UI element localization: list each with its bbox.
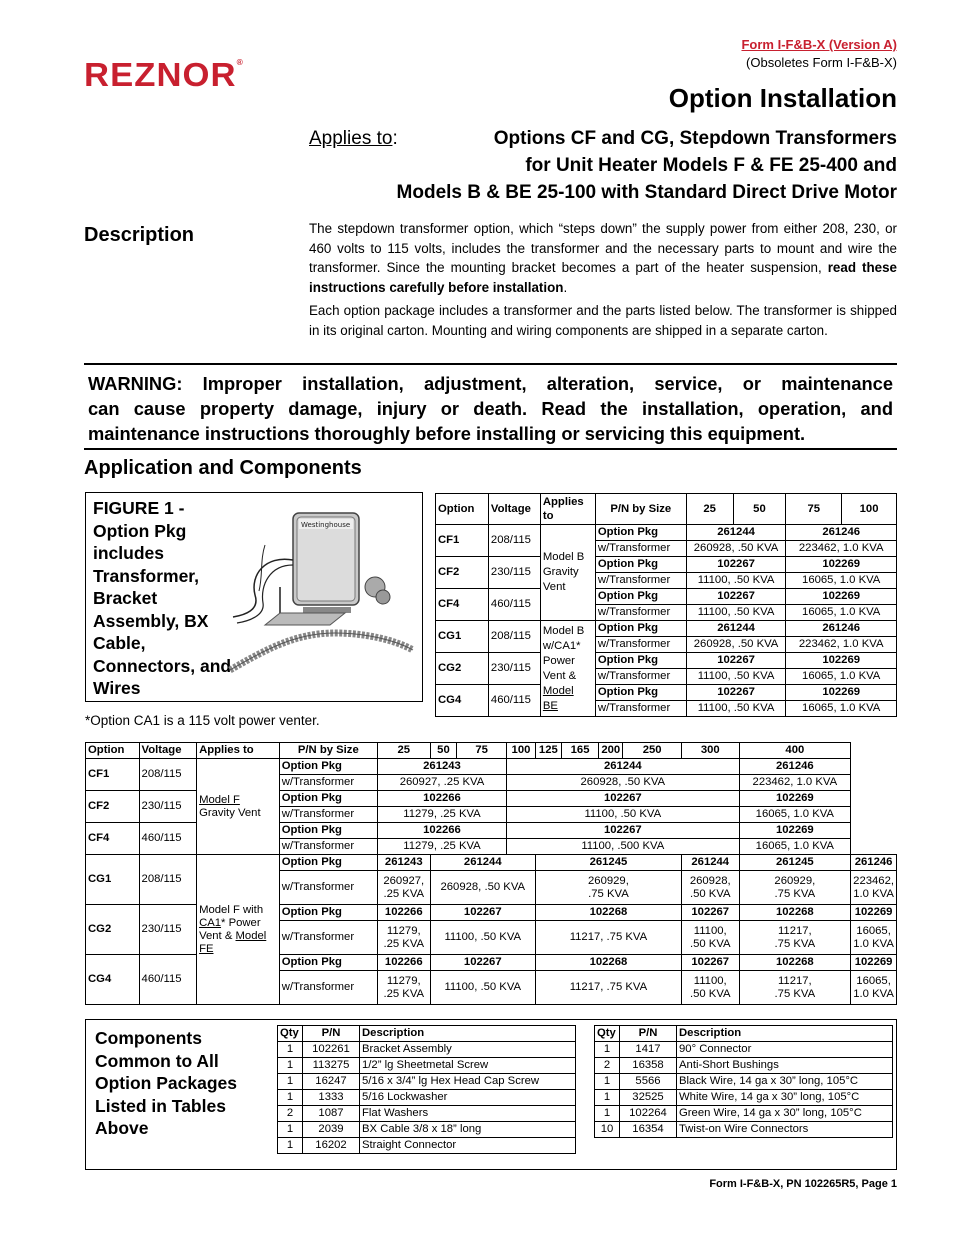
col-header: Option [436,494,489,525]
page-footer: Form I-F&B-X, PN 102265R5, Page 1 [709,1178,897,1190]
table-row: w/Transformer 11279, .25 KVA 11100, .50 KVA 11217, .75 KVA 11100, .50 KVA 11217, .75 KVA 16065, 1.0 KVA [86,971,897,1005]
table-row: 1 16202 Straight Connector [278,1138,576,1154]
table-row: CF2 230/115 Option Pkg 102266 102267 102269 [86,791,897,807]
description-heading: Description [84,224,195,246]
table-row: 1 1417 90° Connector [595,1042,893,1058]
applies-line1: Options CF and CG, Stepdown Transformers [493,128,897,149]
table-row: w/Transformer 260928, .50 KVA 223462, 1.0 KVA [436,637,897,653]
table-row: CF4 460/115 Option Pkg 102266 102267 102269 [86,823,897,839]
table-row: CG1 208/115 Model B w/CA1* Power Vent & Model BE Option Pkg 261244 261246 [436,621,897,637]
table-row: CF1 208/115 Model B Gravity Vent Option Pkg 261244 261246 [436,525,897,541]
description-p1: The stepdown transformer option, which “steps down” the supply power from either 208, 230, or 460 volts to 115 volts, includes the transformer and the necessary parts to mount and wire the transformer. Since the mounting bracket becomes a part of the heater suspension, read these instructions carefully before installation. [309,221,897,295]
col-header: Qty [595,1026,620,1042]
form-reference [741,36,897,72]
application-heading: Application and Components [84,457,362,479]
components-table-left [277,1025,576,1154]
table-row: 1 1333 5/16 Lockwasher [278,1090,576,1106]
table-row: w/Transformer 260927, .25 KVA 260928, .50 KVA 260929, .75 KVA 260928, .50 KVA 260929, .75 KVA 223462, 1.0 KVA [86,871,897,905]
obsoletes-note: (Obsoletes Form I-F&B-X) [746,55,897,70]
col-header: Applies to [197,743,280,759]
ca1-footnote: *Option CA1 is a 115 volt power venter. [85,713,320,728]
table-row: 1 102261 Bracket Assembly [278,1042,576,1058]
figure-1-title: FIGURE 1 - Option Pkg includes Transformer, Bracket Assembly, BX Cable, Connectors, and Wires [93,498,232,698]
applies-line3: Models B & BE 25-100 with Standard Direct Drive Motor [396,182,897,203]
divider-bottom [84,448,897,450]
col-header: P/N by Size [279,743,377,759]
table-row: w/Transformer 11100, .50 KVA 16065, 1.0 KVA [436,573,897,589]
col-header: 125 [535,743,561,759]
table-row: CG4 460/115 Option Pkg 102266 102267 102268 102267 102268 102269 [86,955,897,971]
page-title: Option Installation [668,83,897,113]
table-row: CG1 208/115 Model F with CA1* Power Vent & Model FE Option Pkg 261243 261244 261245 261244 261245 261246 [86,855,897,871]
table-row: 1 102264 Green Wire, 14 ga x 30” long, 105°C [595,1106,893,1122]
col-header: 100 [507,743,536,759]
table-row: 1 113275 1/2” lg Sheetmetal Screw [278,1058,576,1074]
col-header: Voltage [488,494,540,525]
col-header: Description [360,1026,576,1042]
svg-text:Westinghouse: Westinghouse [301,521,351,529]
table-row: w/Transformer 11100, .50 KVA 16065, 1.0 KVA [436,669,897,685]
col-header: 75 [786,494,842,525]
col-header: Description [677,1026,893,1042]
col-header: 50 [733,494,786,525]
col-header: 50 [430,743,457,759]
applies-to: Applies to: Options CF and CG, Stepdown Transformers for Unit Heater Models F & FE 25-400 and Models B & BE 25-100 with Standard Direct Drive Motor [309,125,897,206]
components-title: Components Common to All Option Packages Listed in Tables Above [95,1028,237,1138]
table-row: 2 16358 Anti-Short Bushings [595,1058,893,1074]
applies-group-f-power: Model F with CA1* Power Vent & Model FE [197,855,280,1005]
col-header: 300 [681,743,739,759]
col-header: P/N [620,1026,677,1042]
reznor-logo: REZNOR® [84,56,244,93]
table-row: CG2 230/115 Option Pkg 102267 102269 [436,653,897,669]
applies-line2: for Unit Heater Models F & FE 25-400 and [525,155,897,176]
models-f-table [85,742,897,1005]
form-id-link[interactable]: Form I-F&B-X (Version A) [741,37,897,52]
warning-text: WARNING: Improper installation, adjustment, alteration, service, or maintenance can cause property damage, injury or death. Read the installation, operation, and maintenance instructions thoroughly before installing or servicing this equipment. [88,373,893,444]
table-row: 2 1087 Flat Washers [278,1106,576,1122]
models-b-table [435,493,897,717]
applies-label: Applies to [309,128,393,149]
col-header: 100 [842,494,897,525]
col-header: 75 [457,743,507,759]
col-header: Option [86,743,140,759]
col-header: Voltage [139,743,197,759]
transformer-illustration [225,505,420,695]
table-row: 1 16247 5/16 x 3/4” lg Hex Head Cap Screw [278,1074,576,1090]
applies-group-f-gravity: Model F Gravity Vent [197,759,280,855]
table-row: 1 32525 White Wire, 14 ga x 30” long, 105°C [595,1090,893,1106]
table-row: CF2 230/115 Option Pkg 102267 102269 [436,557,897,573]
table-row: w/Transformer 11279, .25 KVA 11100, .500 KVA 16065, 1.0 KVA [86,839,897,855]
table-row: CF4 460/115 Option Pkg 102267 102269 [436,589,897,605]
table-row: CF1 208/115 Model F Gravity Vent Option Pkg 261243 261244 261246 [86,759,897,775]
applies-group-b-gravity: Model B Gravity Vent [540,525,595,621]
col-header: 400 [739,743,851,759]
table-row: w/Transformer 11100, .50 KVA 16065, 1.0 KVA [436,701,897,717]
table-row: 10 16354 Twist-on Wire Connectors [595,1122,893,1138]
table-row: w/Transformer 11279, .25 KVA 11100, .50 KVA 11217, .75 KVA 11100, .50 KVA 11217, .75 KVA 16065, 1.0 KVA [86,921,897,955]
table-row: CG2 230/115 Option Pkg 102266 102267 102268 102267 102268 102269 [86,905,897,921]
description-p2: Each option package includes a transformer and the parts listed below. The transformer is shipped in its original carton. Mounting and wiring components are shipped in a separate carton. [309,303,897,338]
col-header: 250 [623,743,682,759]
table-row: CG4 460/115 Option Pkg 102267 102269 [436,685,897,701]
col-header: Qty [278,1026,303,1042]
table-row: 1 2039 BX Cable 3/8 x 18” long [278,1122,576,1138]
table-row: 1 5566 Black Wire, 14 ga x 30” long, 105°C [595,1074,893,1090]
applies-group-b-power: Model B w/CA1* Power Vent & Model BE [540,621,595,717]
table-row: w/Transformer 260927, .25 KVA 260928, .50 KVA 223462, 1.0 KVA [86,775,897,791]
col-header: 25 [377,743,430,759]
table-row: w/Transformer 11100, .50 KVA 16065, 1.0 KVA [436,605,897,621]
table-row: w/Transformer 11279, .25 KVA 11100, .50 KVA 16065, 1.0 KVA [86,807,897,823]
description-body [309,219,897,344]
divider-top [84,363,897,365]
table-row: w/Transformer 260928, .50 KVA 223462, 1.0 KVA [436,541,897,557]
col-header: P/N by Size [595,494,686,525]
col-header: 200 [599,743,623,759]
col-header: 165 [561,743,598,759]
col-header: P/N [303,1026,360,1042]
col-header: Applies to [540,494,595,525]
col-header: 25 [686,494,733,525]
components-table-right [594,1025,893,1138]
